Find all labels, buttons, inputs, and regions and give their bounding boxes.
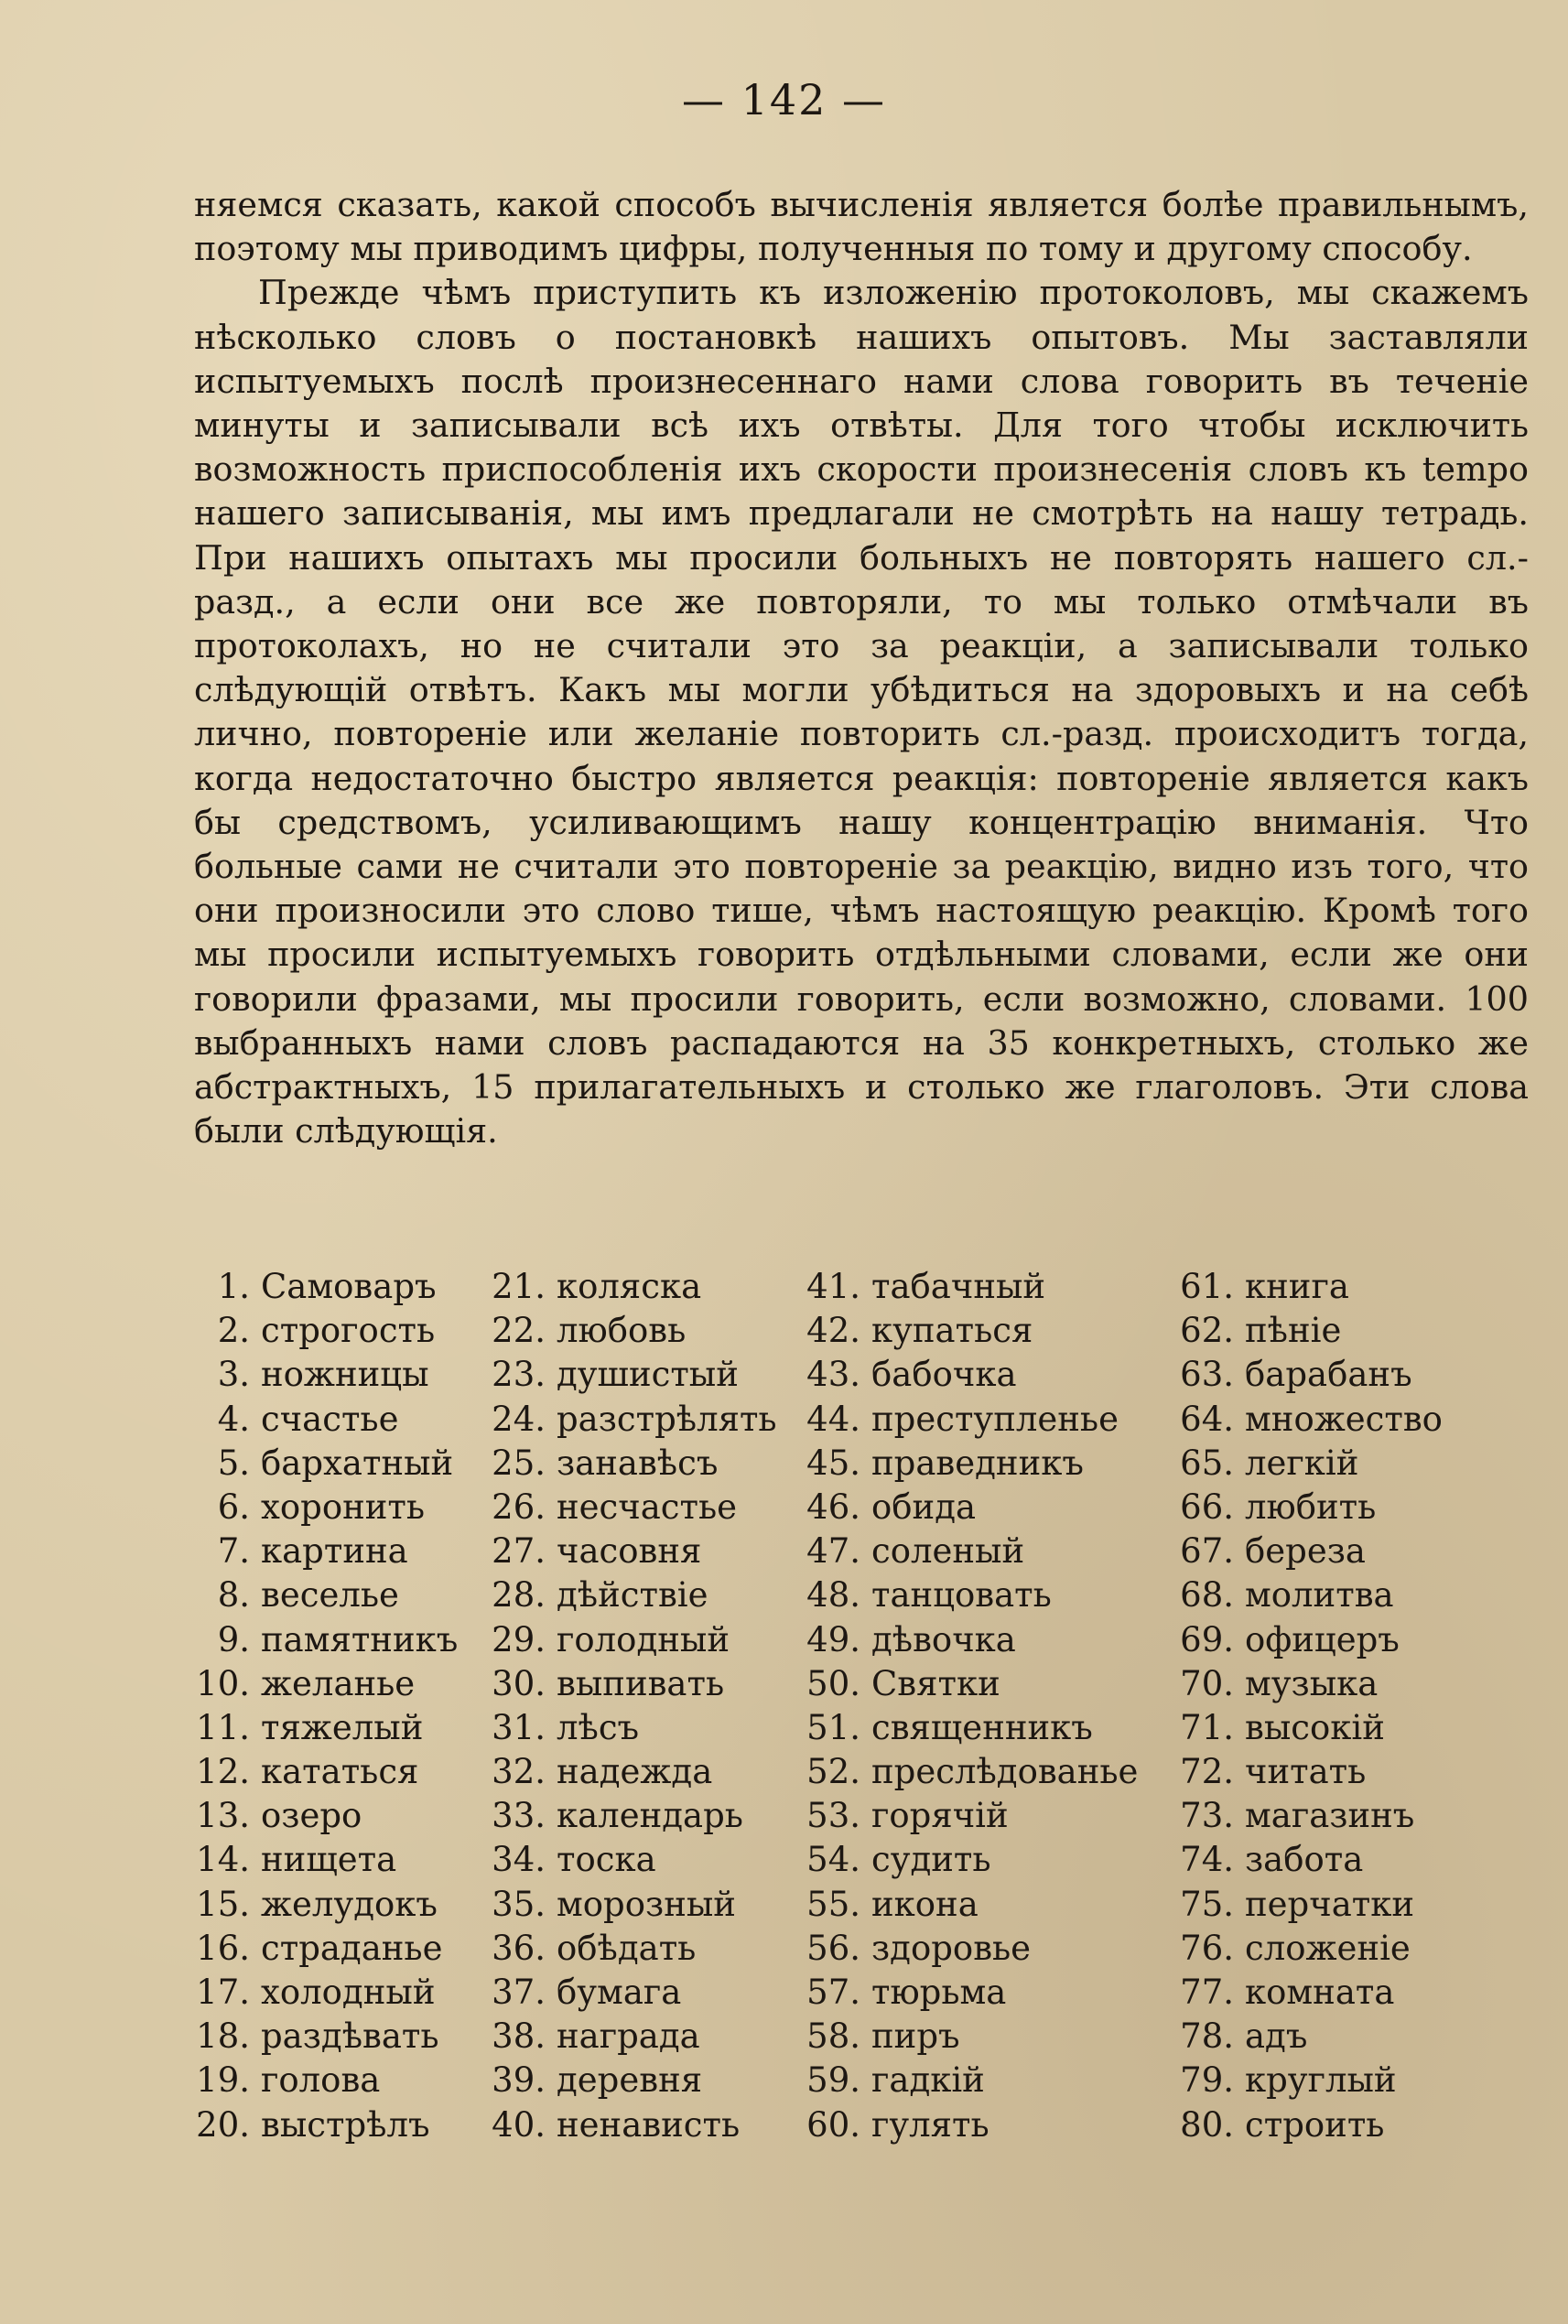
list-item (789, 2015, 1138, 2059)
list-item (474, 1794, 777, 1838)
list-item (165, 1750, 458, 1794)
item-number: 3. (217, 1355, 250, 1395)
list-item (165, 2015, 458, 2059)
list-item (474, 1706, 777, 1750)
list-item (1162, 2103, 1443, 2147)
item-number: 47. (806, 1531, 860, 1572)
list-item (1162, 1662, 1443, 1706)
item-word: Самоваръ (261, 1267, 437, 1306)
item-number: 29. (492, 1619, 546, 1659)
list-item (165, 1486, 458, 1530)
item-word: строгость (261, 1311, 436, 1351)
item-word: горячій (871, 1796, 1009, 1836)
item-word: здоровье (871, 1928, 1032, 1968)
item-word: офицеръ (1245, 1619, 1400, 1659)
item-word: любовь (557, 1311, 687, 1351)
item-number: 79. (1180, 2060, 1234, 2101)
list-item (474, 1927, 777, 1971)
item-word: памятникъ (261, 1619, 459, 1659)
list-item (1162, 1486, 1443, 1530)
list-item (1162, 1883, 1443, 1927)
item-number: 24. (492, 1399, 546, 1439)
item-word: календарь (557, 1796, 743, 1836)
list-item (789, 2059, 1138, 2102)
item-number: 30. (492, 1663, 546, 1703)
item-number: 76. (1180, 1928, 1234, 1968)
item-number: 60. (806, 2104, 860, 2145)
item-word: танцовать (871, 1575, 1052, 1616)
item-number: 67. (1180, 1531, 1234, 1572)
item-number: 46. (806, 1486, 860, 1527)
list-item (789, 1309, 1138, 1353)
item-number: 63. (1180, 1355, 1234, 1395)
body-text (194, 183, 1529, 1153)
item-number: 10. (196, 1663, 250, 1703)
list-item (165, 1618, 458, 1662)
item-word: выстрѣлъ (261, 2104, 430, 2145)
list-item (165, 2103, 458, 2147)
item-word: барабанъ (1245, 1355, 1412, 1395)
item-number: 13. (196, 1796, 250, 1836)
list-item (165, 1265, 458, 1309)
list-item (789, 1442, 1138, 1486)
item-number: 23. (492, 1355, 546, 1395)
item-word: забота (1245, 1840, 1364, 1880)
item-number: 43. (806, 1355, 860, 1395)
item-number: 17. (196, 1973, 250, 2012)
item-word: молитва (1245, 1575, 1394, 1616)
item-word: голодный (557, 1619, 730, 1659)
item-word: тяжелый (261, 1707, 424, 1747)
item-word: надежда (557, 1752, 713, 1792)
item-number: 6. (217, 1486, 250, 1527)
item-number: 53. (806, 1796, 860, 1836)
item-number: 19. (196, 2060, 250, 2101)
item-number: 28. (492, 1575, 546, 1616)
item-word: праведникъ (871, 1443, 1084, 1483)
list-item (474, 1353, 777, 1397)
item-number: 77. (1180, 1973, 1234, 2012)
word-column-2 (474, 1265, 777, 2147)
item-word: морозный (557, 1884, 736, 1924)
item-word: разстрѣлять (557, 1399, 777, 1439)
item-number: 56. (806, 1928, 860, 1968)
item-number: 8. (217, 1575, 250, 1616)
item-word: икона (871, 1884, 979, 1924)
item-number: 32. (492, 1752, 546, 1792)
item-number: 49. (806, 1619, 860, 1659)
item-word: музыка (1245, 1663, 1379, 1703)
paragraph-method: Прежде чѣмъ приступить къ изложенію протоколовъ, мы скажемъ нѣсколько словъ о постановкѣ нашихъ опытовъ. Мы заставляли испытуемыхъ послѣ произнесеннаго нами слова говорить въ теченіе минуты и записывали всѣ ихъ отвѣты. Для того чтобы исключить возможность приспособленія ихъ скорости произнесенія словъ къ tempo нашего записыванія, мы имъ предлагали не смотрѣть на нашу тетрадь. При нашихъ опытахъ мы просили больныхъ не повторять нашего сл.-разд., а если они все же повторяли, то мы только отмѣчали въ протоколахъ, но не считали это за реакціи, а записывали только слѣдующій отвѣтъ. Какъ мы могли убѣдиться на здоровыхъ и на себѣ лично, повтореніе или желаніе повторить сл.-разд. происходитъ тогда, когда недостаточно быстро является реакція: повтореніе является какъ бы средствомъ, усиливающимъ нашу концентрацію вниманія. Что больные сами не считали это повтореніе за реакцію, видно изъ того, что они произносили это слово тише, чѣмъ настоящую реакцію. Кромѣ того мы просили испытуемыхъ говорить отдѣльными словами, если же они говорили фразами, мы просили говорить, если возможно, словами. 100 выбранныхъ нами словъ распадаются на 35 конкретныхъ, столько же абстрактныхъ, 15 прилагательныхъ и столько же глаголовъ. Эти слова были слѣдующія. (194, 273, 1529, 1151)
item-word: картина (261, 1531, 408, 1572)
list-item (789, 2103, 1138, 2147)
item-number: 37. (492, 1973, 546, 2012)
item-number: 65. (1180, 1443, 1234, 1483)
list-item (1162, 2059, 1443, 2102)
item-word: награда (557, 2016, 700, 2057)
list-item (789, 1838, 1138, 1882)
item-word: ножницы (261, 1355, 429, 1395)
item-word: табачный (871, 1267, 1046, 1306)
word-column-3 (789, 1265, 1138, 2147)
item-number: 52. (806, 1752, 860, 1792)
item-word: преслѣдованье (871, 1752, 1139, 1792)
list-item (474, 1662, 777, 1706)
item-number: 68. (1180, 1575, 1234, 1616)
list-item (165, 1706, 458, 1750)
item-word: обѣдать (557, 1928, 697, 1968)
item-word: сложеніе (1245, 1928, 1411, 1968)
item-number: 21. (492, 1267, 546, 1306)
list-item (1162, 1442, 1443, 1486)
item-word: круглый (1245, 2060, 1397, 2101)
item-word: гулять (871, 2104, 989, 2145)
item-word: холодный (261, 1973, 436, 2012)
item-word: дѣвочка (871, 1619, 1016, 1659)
list-item (474, 1618, 777, 1662)
list-item (474, 1265, 777, 1309)
item-word: душистый (557, 1355, 739, 1395)
list-item (789, 1706, 1138, 1750)
list-item (789, 1927, 1138, 1971)
item-number: 75. (1180, 1884, 1234, 1924)
item-word: береза (1245, 1531, 1366, 1572)
item-word: желудокъ (261, 1884, 438, 1924)
item-word: веселье (261, 1575, 399, 1616)
item-word: счастье (261, 1399, 399, 1439)
item-word: пѣніе (1245, 1311, 1342, 1351)
list-item (789, 1662, 1138, 1706)
item-word: выпивать (557, 1663, 725, 1703)
item-word: бархатный (261, 1443, 454, 1483)
list-item (165, 1794, 458, 1838)
list-item (474, 1838, 777, 1882)
item-number: 18. (196, 2016, 250, 2057)
list-item (1162, 2015, 1443, 2059)
item-number: 22. (492, 1311, 546, 1351)
item-word: часовня (557, 1531, 702, 1572)
item-word: занавѣсъ (557, 1443, 719, 1483)
list-item (474, 1442, 777, 1486)
item-word: книга (1245, 1267, 1349, 1306)
item-word: желанье (261, 1663, 416, 1703)
item-number: 58. (806, 2016, 860, 2057)
list-item (165, 1530, 458, 1573)
item-number: 11. (196, 1707, 250, 1747)
item-word: адъ (1245, 2016, 1308, 2057)
item-number: 74. (1180, 1840, 1234, 1880)
list-item (789, 1486, 1138, 1530)
list-item (1162, 1794, 1443, 1838)
item-number: 34. (492, 1840, 546, 1880)
item-number: 57. (806, 1973, 860, 2012)
item-word: бабочка (871, 1355, 1017, 1395)
item-number: 38. (492, 2016, 546, 2057)
list-item (789, 1530, 1138, 1573)
item-word: озеро (261, 1796, 362, 1836)
item-number: 20. (196, 2104, 250, 2145)
list-item (789, 1265, 1138, 1309)
list-item (474, 1750, 777, 1794)
item-word: бумага (557, 1973, 682, 2012)
item-word: пиръ (871, 2016, 960, 2057)
page-number: — 142 — (681, 75, 887, 124)
list-item (165, 1309, 458, 1353)
list-item (1162, 1706, 1443, 1750)
item-number: 55. (806, 1884, 860, 1924)
list-item (165, 1662, 458, 1706)
item-word: гадкій (871, 2060, 985, 2101)
item-word: Святки (871, 1663, 1000, 1703)
item-word: деревня (557, 2060, 703, 2101)
list-item (165, 1838, 458, 1882)
item-word: голова (261, 2060, 381, 2101)
list-item (165, 1442, 458, 1486)
word-column-1 (165, 1265, 458, 2147)
item-number: 5. (217, 1443, 250, 1483)
item-word: дѣйствіе (557, 1575, 708, 1616)
item-word: раздѣвать (261, 2016, 439, 2057)
item-number: 40. (492, 2104, 546, 2145)
item-word: коляска (557, 1267, 702, 1306)
list-item (1162, 1750, 1443, 1794)
list-item (474, 1486, 777, 1530)
item-number: 41. (806, 1267, 860, 1306)
item-number: 4. (217, 1399, 250, 1439)
list-item (789, 1883, 1138, 1927)
item-number: 73. (1180, 1796, 1234, 1836)
item-number: 71. (1180, 1707, 1234, 1747)
item-number: 12. (196, 1752, 250, 1792)
item-number: 42. (806, 1311, 860, 1351)
item-word: хоронить (261, 1486, 426, 1527)
list-item (474, 1309, 777, 1353)
item-number: 7. (217, 1531, 250, 1572)
list-item (1162, 1618, 1443, 1662)
item-number: 70. (1180, 1663, 1234, 1703)
item-word: несчастье (557, 1486, 738, 1527)
item-word: ненависть (557, 2104, 741, 2145)
list-item (165, 1353, 458, 1397)
item-number: 69. (1180, 1619, 1234, 1659)
list-item (165, 1927, 458, 1971)
item-number: 36. (492, 1928, 546, 1968)
item-number: 27. (492, 1531, 546, 1572)
list-item (165, 1971, 458, 2015)
list-item (789, 1971, 1138, 2015)
list-item (474, 2059, 777, 2102)
list-item (1162, 1573, 1443, 1617)
item-word: преступленье (871, 1399, 1119, 1439)
item-number: 54. (806, 1840, 860, 1880)
item-word: перчатки (1245, 1884, 1415, 1924)
list-item (1162, 1398, 1443, 1442)
item-word: легкій (1245, 1443, 1359, 1483)
list-item (789, 1618, 1138, 1662)
item-number: 45. (806, 1443, 860, 1483)
list-item (165, 1398, 458, 1442)
item-number: 66. (1180, 1486, 1234, 1527)
item-number: 33. (492, 1796, 546, 1836)
paragraph-continuation: няемся сказать, какой способъ вычисленія является болѣе правильнымъ, поэтому мы приводимъ цифры, полученныя по тому и другому способу. (194, 185, 1529, 269)
item-word: обида (871, 1486, 977, 1527)
item-word: строить (1245, 2104, 1385, 2145)
list-item (474, 1883, 777, 1927)
list-item (1162, 1838, 1443, 1882)
list-item (474, 1573, 777, 1617)
item-number: 72. (1180, 1752, 1234, 1792)
item-word: священникъ (871, 1707, 1093, 1747)
list-item (1162, 1927, 1443, 1971)
list-item (1162, 1265, 1443, 1309)
item-number: 31. (492, 1707, 546, 1747)
item-word: кататься (261, 1752, 419, 1792)
item-number: 35. (492, 1884, 546, 1924)
list-item (1162, 1971, 1443, 2015)
item-word: комната (1245, 1973, 1395, 2012)
list-item (789, 1573, 1138, 1617)
list-item (474, 2103, 777, 2147)
item-word: судить (871, 1840, 991, 1880)
item-number: 80. (1180, 2104, 1234, 2145)
list-item (1162, 1353, 1443, 1397)
list-item (474, 1971, 777, 2015)
item-word: нищета (261, 1840, 397, 1880)
item-number: 62. (1180, 1311, 1234, 1351)
item-word: лѣсъ (557, 1707, 640, 1747)
item-number: 16. (196, 1928, 250, 1968)
list-item (474, 1530, 777, 1573)
list-item (789, 1794, 1138, 1838)
word-column-4 (1162, 1265, 1443, 2147)
item-number: 44. (806, 1399, 860, 1439)
list-item (1162, 1530, 1443, 1573)
item-number: 39. (492, 2060, 546, 2101)
list-item (789, 1353, 1138, 1397)
item-word: купаться (871, 1311, 1033, 1351)
stimulus-word-list (165, 1265, 1538, 2144)
item-number: 25. (492, 1443, 546, 1483)
item-word: читать (1245, 1752, 1367, 1792)
item-number: 15. (196, 1884, 250, 1924)
item-word: тюрьма (871, 1973, 1007, 2012)
item-word: множество (1245, 1399, 1443, 1439)
item-word: высокій (1245, 1707, 1385, 1747)
item-number: 50. (806, 1663, 860, 1703)
item-number: 48. (806, 1575, 860, 1616)
item-word: магазинъ (1245, 1796, 1415, 1836)
item-word: любить (1245, 1486, 1377, 1527)
list-item (165, 2059, 458, 2102)
item-word: соленый (871, 1531, 1025, 1572)
item-number: 61. (1180, 1267, 1234, 1306)
list-item (789, 1398, 1138, 1442)
item-number: 1. (217, 1267, 250, 1306)
list-item (1162, 1309, 1443, 1353)
list-item (474, 2015, 777, 2059)
list-item (789, 1750, 1138, 1794)
item-number: 64. (1180, 1399, 1234, 1439)
item-number: 51. (806, 1707, 860, 1747)
item-number: 14. (196, 1840, 250, 1880)
item-number: 2. (217, 1311, 250, 1351)
list-item (165, 1573, 458, 1617)
item-number: 78. (1180, 2016, 1234, 2057)
item-word: страданье (261, 1928, 443, 1968)
item-number: 9. (217, 1619, 250, 1659)
list-item (474, 1398, 777, 1442)
list-item (165, 1883, 458, 1927)
item-word: тоска (557, 1840, 656, 1880)
item-number: 59. (806, 2060, 860, 2101)
item-number: 26. (492, 1486, 546, 1527)
